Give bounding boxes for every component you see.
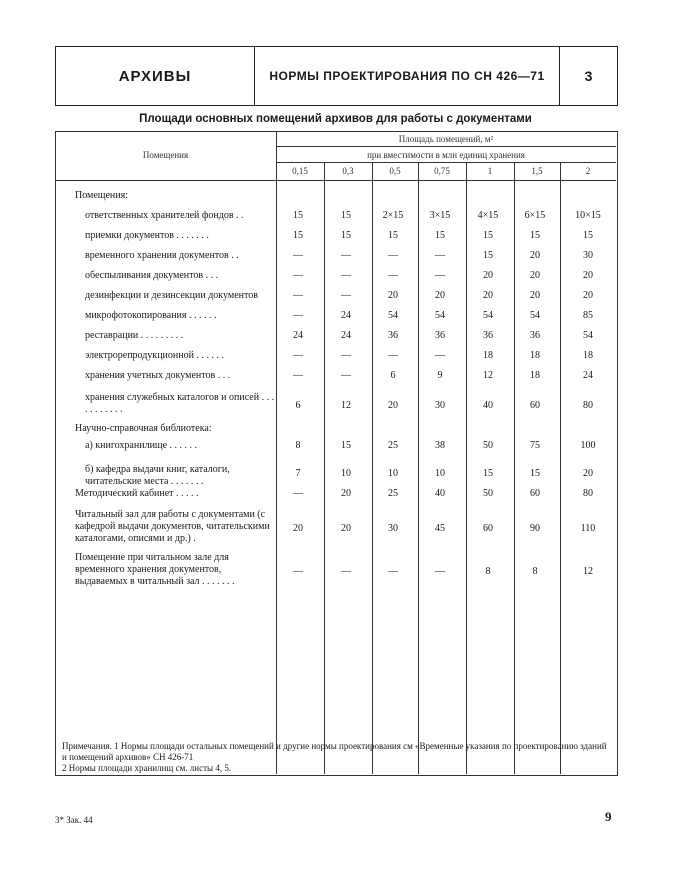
col-header-value: 1 (487, 166, 493, 176)
header-rule (276, 162, 616, 163)
cell-value: 12 (483, 370, 493, 381)
cell-value: 20 (583, 270, 593, 281)
cell-value: 15 (341, 230, 351, 241)
row-label: обеспыливания документов . . . (85, 270, 219, 281)
cell-value: 15 (483, 468, 493, 479)
header-section-title: АРХИВЫ (56, 47, 255, 105)
row-label: хранения служебных каталогов и описей . . . . . . . . . . . (85, 392, 275, 415)
cell-value: — (293, 370, 303, 381)
cell-value: — (341, 350, 351, 361)
cell-value: 50 (483, 488, 493, 499)
row-label: дезинфекции и дезинсекции документов (85, 290, 258, 301)
header-norms-title: НОРМЫ ПРОЕКТИРОВАНИЯ ПО СН 426—71 (255, 47, 560, 105)
col-header-value: 2 (585, 166, 591, 176)
cell-value: — (293, 566, 303, 577)
cell-value: — (293, 290, 303, 301)
cell-value: 24 (583, 370, 593, 381)
cell-value: 20 (341, 488, 351, 499)
col-header-area: Площадь помещений, м² (398, 134, 494, 144)
row-label: а) книгохранилище . . . . . . (85, 440, 198, 451)
cell-value: 40 (483, 400, 493, 411)
cell-value: 25 (388, 488, 398, 499)
cell-value: 36 (483, 330, 493, 341)
cell-value: 18 (483, 350, 493, 361)
cell-value: 18 (530, 370, 540, 381)
cell-value: 110 (580, 523, 596, 534)
column-divider (466, 162, 467, 774)
cell-value: 6 (295, 400, 301, 411)
cell-value: 54 (583, 330, 593, 341)
row-label: Читальный зал для работы с документами (с кафедрой выдачи документов, читательскими каталогами, описями и др.) . (75, 509, 270, 544)
row-label: электрорепродукционной . . . . . . (85, 350, 224, 361)
cell-value: 100 (580, 440, 596, 451)
cell-value: 10 (388, 468, 398, 479)
cell-value: 15 (583, 230, 593, 241)
cell-value: 10×15 (575, 210, 601, 221)
cell-value: 12 (583, 566, 593, 577)
table-title: Площади основных помещений архивов для работы с документами (139, 113, 532, 125)
cell-value: — (341, 566, 351, 577)
cell-value: 10 (341, 468, 351, 479)
column-divider (418, 162, 419, 774)
cell-value: — (388, 566, 398, 577)
cell-value: 30 (583, 250, 593, 261)
cell-value: 7 (295, 468, 301, 479)
header-rule (276, 146, 616, 147)
cell-value: 15 (341, 440, 351, 451)
column-divider (324, 162, 325, 774)
cell-value: 36 (530, 330, 540, 341)
column-divider (276, 131, 277, 774)
cell-value: 15 (530, 230, 540, 241)
cell-value: 25 (388, 440, 398, 451)
cell-value: 15 (483, 230, 493, 241)
cell-value: 20 (293, 523, 303, 534)
cell-value: — (388, 270, 398, 281)
cell-value: 2×15 (382, 210, 404, 221)
cell-value: 15 (388, 230, 398, 241)
row-label: реставрации . . . . . . . . . (85, 330, 184, 341)
cell-value: — (293, 250, 303, 261)
cell-value: 36 (388, 330, 398, 341)
cell-value: 20 (435, 290, 445, 301)
cell-value: — (341, 290, 351, 301)
cell-value: 4×15 (477, 210, 499, 221)
cell-value: 50 (483, 440, 493, 451)
cell-value: 12 (341, 400, 351, 411)
cell-value: — (293, 350, 303, 361)
row-label: ответственных хранителей фондов . . (85, 210, 244, 221)
cell-value: 8 (295, 440, 301, 451)
cell-value: 6 (390, 370, 396, 381)
cell-value: 15 (483, 250, 493, 261)
cell-value: — (435, 250, 445, 261)
cell-value: 75 (530, 440, 540, 451)
note-2: 2 Нормы площади хранилищ см. листы 4, 5. (62, 763, 232, 773)
cell-value: 24 (341, 330, 351, 341)
cell-value: 15 (293, 210, 303, 221)
cell-value: 18 (530, 350, 540, 361)
cell-value: 20 (583, 468, 593, 479)
cell-value: 6×15 (524, 210, 546, 221)
cell-value: 15 (341, 210, 351, 221)
note-1: Примечания. 1 Нормы площади остальных помещений и другие нормы проектирования см «Временные указания по проектированию зданий и помещений архивов» СН 426-71 (62, 741, 607, 762)
row-label: временного хранения документов . . (85, 250, 239, 261)
cell-value: — (435, 566, 445, 577)
row-label: микрофотокопирования . . . . . . (85, 310, 217, 321)
col-header-value: 1,5 (531, 166, 543, 176)
cell-value: 20 (388, 400, 398, 411)
cell-value: 20 (483, 270, 493, 281)
cell-value: 30 (435, 400, 445, 411)
sheet-header (55, 46, 618, 106)
cell-value: — (293, 270, 303, 281)
cell-value: 80 (583, 400, 593, 411)
cell-value: — (435, 350, 445, 361)
cell-value: 60 (530, 400, 540, 411)
table-frame (55, 131, 618, 776)
cell-value: 8 (532, 566, 538, 577)
cell-value: — (341, 270, 351, 281)
header-sheet-number: 3 (584, 68, 593, 84)
row-label: Помещения: (75, 190, 129, 201)
cell-value: — (341, 370, 351, 381)
cell-value: — (293, 310, 303, 321)
col-header-value: 0,3 (342, 166, 354, 176)
cell-value: — (435, 270, 445, 281)
cell-value: — (341, 250, 351, 261)
column-divider (560, 162, 561, 774)
cell-value: 20 (530, 270, 540, 281)
cell-value: 60 (530, 488, 540, 499)
cell-value: 15 (530, 468, 540, 479)
cell-value: — (293, 488, 303, 499)
cell-value: 45 (435, 523, 445, 534)
cell-value: 85 (583, 310, 593, 321)
cell-value: 9 (437, 370, 443, 381)
row-label: приемки документов . . . . . . . (85, 230, 209, 241)
cell-value: 36 (435, 330, 445, 341)
cell-value: 38 (435, 440, 445, 451)
cell-value: 60 (483, 523, 493, 534)
cell-value: 20 (583, 290, 593, 301)
cell-value: 10 (435, 468, 445, 479)
cell-value: 54 (483, 310, 493, 321)
cell-value: 24 (341, 310, 351, 321)
row-label: Помещение при читальном зале для временного хранения документов, выдаваемых в читальный зал . . . . . . . (75, 552, 235, 587)
cell-value: 20 (388, 290, 398, 301)
cell-value: 20 (530, 250, 540, 261)
cell-value: 20 (341, 523, 351, 534)
col-header-value: 0,15 (292, 166, 308, 176)
col-header-value: 0,75 (434, 166, 450, 176)
header-rule (55, 180, 616, 181)
cell-value: 40 (435, 488, 445, 499)
row-label: б) кафедра выдачи книг, каталоги, читательские места . . . . . . . (85, 464, 230, 487)
cell-value: 54 (435, 310, 445, 321)
print-order-mark: 3* Зак. 44 (55, 815, 93, 825)
cell-value: 18 (583, 350, 593, 361)
row-label: Методический кабинет . . . . . (75, 488, 199, 499)
row-label: хранения учетных документов . . . (85, 370, 231, 381)
col-header-capacity: при вместимости в млн единиц хранения (367, 150, 525, 160)
col-header-rooms: Помещения (142, 150, 189, 160)
row-label: Научно-справочная библиотека: (75, 423, 212, 434)
cell-value: 20 (483, 290, 493, 301)
cell-value: 3×15 (429, 210, 451, 221)
cell-value: — (388, 250, 398, 261)
table-notes (62, 741, 607, 774)
cell-value: 54 (388, 310, 398, 321)
cell-value: 30 (388, 523, 398, 534)
page-number: 9 (605, 809, 612, 824)
cell-value: 20 (530, 290, 540, 301)
cell-value: 15 (435, 230, 445, 241)
col-header-value: 0,5 (389, 166, 401, 176)
cell-value: 54 (530, 310, 540, 321)
cell-value: — (388, 350, 398, 361)
cell-value: 90 (530, 523, 540, 534)
cell-value: 8 (485, 566, 491, 577)
cell-value: 24 (293, 330, 303, 341)
cell-value: 80 (583, 488, 593, 499)
cell-value: 15 (293, 230, 303, 241)
